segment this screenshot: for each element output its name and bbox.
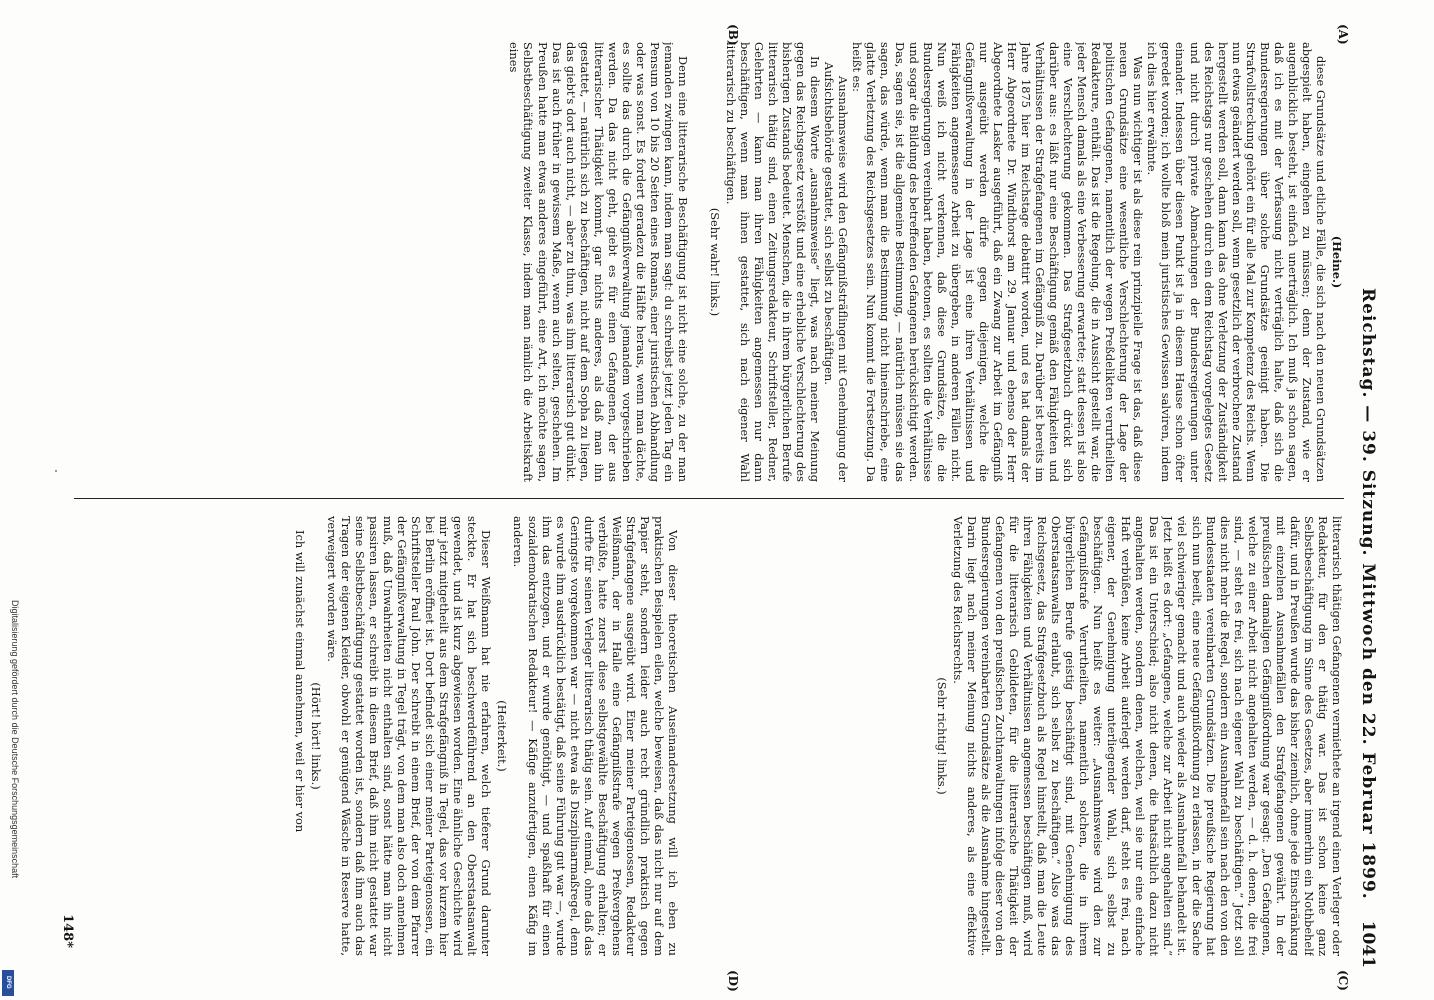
left-column bbox=[694, 42, 1344, 482]
dfg-logo bbox=[2, 970, 14, 996]
rotated-page-content bbox=[50, 24, 1380, 992]
paragraph: Was nun wichtiger ist als diese rein prinzipielle Frage ist das, daß diese neuen Grundsätze eine wesentliche Verschlechterung der Lage der politischen Gefangenen, namentlich der wegen Preßdelikten verurtheilten Redakteure, enthält. Das ist die Regelung, die in Aussicht gestellt war, die jeder Mensch damals als eine Verbesserung erwartete; statt dessen ist also eine Verschlechterung gekommen. Das Strafgesetzbuch drückt sich darüber aus: es läßt nur eine Beschäftigung gemäß den Fähigkeiten und Verhältnissen der Strafgefangenen im Gefängniß zu. Darüber ist bereits im Jahre 1875 hier im Reichstage debattirt worden, und es hat damals der Herr Abgeordnete Dr. Windthorst am 29. Januar und ebenso der Herr Abgeordnete Lasker ausgeführt, daß ein Zwang zur Arbeit im Gefängniß nur ausgeübt werden dürfe gegen diejenigen, welche die Gefängnißverwaltung in der Lage ist eine ihren Verhältnissen und Fähigkeiten angemessene Arbeit zu übergeben, in anderen Fällen nicht. Nun weiß ich nicht verkennen, daß diese Grundsätze, die die Bundesregierungen vereinbart haben, betonen, es sollten die Verhältnisse und sogar die Bildung des betreffenden Gefangenen berücksichtigt werden. Das, sagen sie, ist die allgemeine Bestimmung, — natürlich müssen sie das sagen, das würde, wenn man die Bestimmung nicht hineinschriebe, eine glatte Verletzung des Reichsgesetzes sein. Nun kommt die Fortsetzung. Da heißt es: bbox=[850, 42, 1146, 482]
right-column-lower bbox=[80, 516, 680, 956]
applause-note: (Sehr richtig! links.) bbox=[934, 677, 949, 795]
paragraph: Ich will zunächst einmal annehmen, weil er hier von bbox=[292, 530, 307, 833]
digitization-sidebar bbox=[6, 600, 20, 990]
paragraph: Denn eine litterarische Beschäftigung ist nicht eine solche, zu der man jemanden zwingen kann, indem man sagt: du schreibst jetzt jeden Tag ein Pensum von 10 bis 20 Seiten eines Romans, einer juristischen Abhandlung oder was sonst. Es fordert geradezu die Hälfte heraus, wenn man dächte, es sollte das durch die Gefängnißverwaltung jemandem vorgeschrieben werden. Da das nicht geht, giebt es für einen Gefangenen, der aus litterarischer Thätigkeit kommt, gar nichts anderes, als daß man ihn gestattet, — natürlich sich zu beschäftigen, nicht auf dem Sopha zu liegen, das giebt's dort auch nicht, — aber zu thun, was ihm litterarisch gut dünkt. Das ist auch früher in gewissem Maße, wenn auch selten, geschehen. Im Preußen hatte man etwas anderes eingeführt, eine Art, ich möchte sagen, Selbstbeschäftigung zweiter Klasse, indem man nämlich die Arbeitskraft eines bbox=[507, 42, 690, 482]
column-divider bbox=[74, 498, 1344, 499]
right-column bbox=[684, 516, 1344, 956]
applause-note: (Heiterkeit.) bbox=[495, 700, 510, 772]
paragraph: litterarisch thätigen Gefangenen vermiethete an irgend einen Verleger oder Redakteur, für den er thätig war. Das ist schon keine ganz Selbstbeschäftigung im Sinne des Gesetzes, aber immerhin ein Nothbehelf dafür, und in Preußen wurde das bisher ziemlich, ohne jede Einschränkung mit einzelnen Ausnahmefällen den Strafgefangenen gewährt. In der preußischen damaligen Gefängnißordnung war gesagt: „Den Gefangenen, welche zu einer Arbeit nicht angehalten werden, — d. h. denen, die frei sind, — steht es frei, sich nach eigener Wahl zu beschäftigen.“ Jetzt soll dies nicht mehr die Regel, sondern ein Ausnahmefall sein nach den von den Bundesstaaten vereinbarten Grundsätzen. Die preußische Regierung hat sich nun beeilt, eine neue Gefängnißordnung zu erlassen, in der die Sache viel schwieriger gemacht und auch wieder als Ausnahmefall behandelt ist. Jetzt heißt es dort: „Gefangene, welche zur Arbeit nicht angehalten sind.“ Das ist ein Unterschied; also nicht denen, die thatsächlich dazu nicht angehalten werden, sondern denen, welchen, weil sie nur eine einfache Haft verbüßen, keine Arbeit auferlegt werden darf, steht es frei, nach eigener, der Genehmigung unterliegender Wahl, sich selbst zu beschäftigen. Nun heißt es weiter: „Ausnahmsweise wird den zur Gefängnißstrafe Verurtheilten, namentlich solchen, die in ihrem bürgerlichen Berufe geistig beschäftigt sind, mit Genehmigung des Oberstaatsanwalts erlaubt, sich selbst zu beschäftigen.“ Also was das Reichsgesetz, das Strafgesetzbuch als Regel hinstellt, daß man die Leute ihren Fähigkeiten und Verhältnissen angemessen beschäftigen muß, wird für die litterarisch Gebildeten, für die litterarische Thätigkeit der Gefangenen von den preußischen Zuchtanwaltungen infolge dieser von den Bundesregierungen vereinbarten Grundsätze als die Ausnahme hingestellt. Darin liegt nach meiner Meinung nichts anderes, als eine effektive Verletzung des Reichsrechts. bbox=[950, 516, 1344, 956]
margin-marker-c: (C) bbox=[1336, 970, 1350, 991]
quoted-paragraph: Ausnahmsweise wird den Gefängnißsträflingen mit Genehmigung der Aufsichtsbehörde gestattet, sich selbst zu beschäftigen. bbox=[822, 62, 851, 482]
signature-mark: 148* bbox=[60, 914, 75, 948]
paragraph: diese Grundsätze und etliche Fälle, die sich nach den neuen Grundsätzen abgespielt haben, eingehen zu müssen; denn der Zustand, wie er augenblicklich besteht, ist einfach unerträglich. Ich muß ja schon sagen, daß ich es mit der Verfassung nicht verträglich halte, daß sich die Bundesregierungen über solche Grundsätze geeinigt haben. Die Strafvollstreckung gehört ein für alle Mal zur Kompetenz des Reichs. Wenn nun etwas geändert werden soll, wenn gesetzlich der verbrochene Zustand hergestellt werden soll, dann kann das ohne Verletzung der Zuständigkeit des Reichstags nur geschehen durch ein dem Reichstag vorgelegtes Gesetz und nicht durch private Abmachungen der Bundesregierungen unter einander. Indessen über diesen Punkt ist ja in diesem Hause schon öfter geredet worden; ich wollte bloß mein juristisches Gewissen salviren, indem ich dies hier erwähnte. bbox=[1145, 42, 1328, 482]
paragraph: Dieser Weißmann hat nie erfahren, welch tieferer Grund darunter steckte. Er hat sich beschwerdeführend an den Oberstaatsanwalt gewendet, und ist kurz abgewiesen worden. Eine ähnliche Geschichte wird mir jetzt mitgetheilt aus dem Strafgefängniß in Tegel, das vor kurzem hier bei Berlin eröffnet ist. Dort befindet sich einer meiner Parteigenossen, ein Schriftsteller Paul John. Der schreibt in einem Brief, der von dem Pfarrer der Gefängnißverwaltung in Tegel trägt, von dem man also doch annehmen muß, daß Unwahrheiten nicht enthalten sind, sonst hätte man ihn nicht passiren lassen, er schreibt in diesem Brief, daß ihm nicht gestattet war seine Selbstbeschäftigung gestattet worden ist, sondern daß ihm auch das Tragen der eigenen Kleider, obwohl er genügend Wäsche in Reserve hatte, verweigert worden wäre. bbox=[324, 516, 494, 956]
page-number: 1041 bbox=[1358, 920, 1378, 968]
applause-note: (Hört! hört! links.) bbox=[308, 682, 323, 790]
paragraph: Von dieser theoretischen Auseinandersetzung will ich eben zu praktischen Beispielen eilen, welche beweisen, daß das nicht nur auf dem Papier steht, sondern leider auch recht gründlich praktisch gegen Strafgefangene ausgeübt wird. Einer meiner Parteigenossen, Redakteur Weißmann, der in Halle eine Gefängnißstrafe wegen Preßvergehens verbüßte, hatte zuerst diese selbstgewählte Beschäftigung erhalten; er durfte für seinen Verleger litterarisch thätig sein. Auf einmal, ohne daß das Geringste vorgekommen war — nicht etwa als Disziplinarmaßregel, denn es wurde ihm ausdrücklich bestätigt, daß seine Führung gut war —, wurde ihm das entzogen, und er wurde genöthigt, — und spaßhaft für einen sozialdemokratischen Redakteur! — Käfige anzufertigen, einen Käfig im anderen. bbox=[511, 516, 680, 956]
paragraph: In diesem Worte „ausnahmsweise“ liegt, was nach meiner Meinung gegen das Reichsgesetz verstößt und eine erhebliche Verschlechterung des bisherigen Zustands bedeutet. Menschen, die in ihrem bürgerlichen Berufe litterarisch thätig sind, einen Zeitungsredakteur, Schriftsteller, Redner, Gelehrten — kann man ihren Fähigkeiten angemessen nur dann beschäftigen, wenn man ihnen gestattet, sich nach eigener Wahl litterarisch zu beschäftigen. bbox=[723, 42, 823, 482]
margin-marker-b: (B) bbox=[726, 24, 740, 46]
speck bbox=[55, 470, 57, 472]
margin-marker-d: (D) bbox=[726, 970, 740, 992]
margin-marker-a: (A) bbox=[1336, 24, 1350, 45]
speaker-label: (Heine.) bbox=[1330, 235, 1344, 289]
header-title: Reichstag. — 39. Sitzung. Mittwoch den 22. Februar 1899. bbox=[1358, 288, 1378, 900]
left-column-lower bbox=[80, 42, 690, 482]
dfg-logo-text: DFG bbox=[5, 976, 11, 989]
applause-note: (Sehr wahr! links.) bbox=[707, 207, 722, 317]
page-header bbox=[1350, 28, 1380, 968]
digitization-note: Digitalisierung gefördert durch die Deutsche Forschungsgemeinschaft bbox=[10, 600, 20, 879]
